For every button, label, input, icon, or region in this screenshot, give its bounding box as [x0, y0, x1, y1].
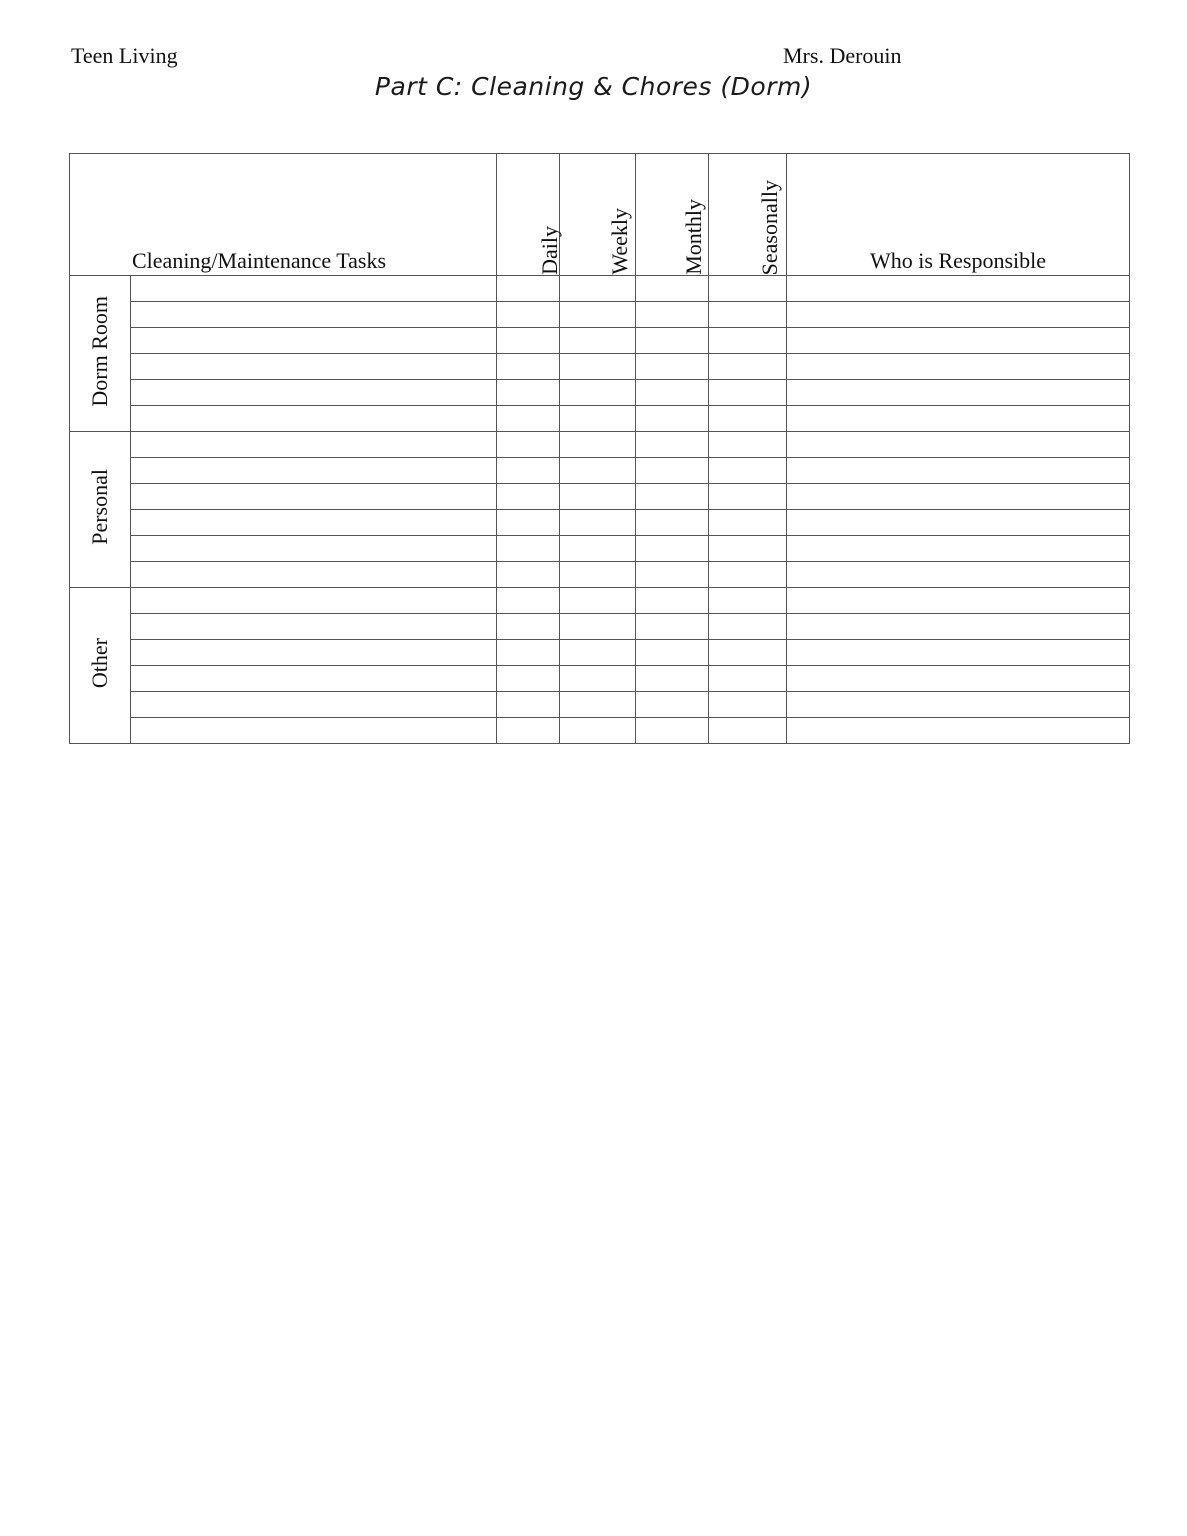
weekly-cell[interactable] — [560, 614, 636, 640]
group-label: Other — [87, 637, 112, 689]
weekly-column-label: Weekly — [606, 208, 632, 275]
responsible-column-header — [787, 154, 1130, 276]
responsible-cell[interactable] — [787, 640, 1130, 666]
monthly-cell[interactable] — [636, 510, 709, 536]
seasonally-cell[interactable] — [709, 718, 787, 744]
group-label-cell — [70, 276, 131, 432]
monthly-column-header — [636, 154, 709, 276]
page-title: Part C: Cleaning & Chores (Dorm) — [374, 72, 813, 101]
responsible-cell[interactable] — [787, 354, 1130, 380]
daily-cell[interactable] — [497, 302, 560, 328]
monthly-cell[interactable] — [636, 458, 709, 484]
table-row — [70, 562, 1130, 588]
weekly-column-header — [560, 154, 636, 276]
responsible-cell[interactable] — [787, 536, 1130, 562]
monthly-cell[interactable] — [636, 588, 709, 614]
monthly-cell[interactable] — [636, 692, 709, 718]
seasonally-cell[interactable] — [709, 562, 787, 588]
responsible-cell[interactable] — [787, 302, 1130, 328]
seasonally-column-label: Seasonally — [756, 179, 782, 275]
daily-column-header — [497, 154, 560, 276]
seasonally-cell[interactable] — [709, 692, 787, 718]
course-name: Teen Living — [71, 43, 178, 68]
responsible-cell[interactable] — [787, 718, 1130, 744]
responsible-cell[interactable] — [787, 406, 1130, 432]
task-cell[interactable] — [131, 484, 497, 510]
monthly-cell[interactable] — [636, 302, 709, 328]
task-cell[interactable] — [131, 432, 497, 458]
responsible-cell[interactable] — [787, 484, 1130, 510]
table-row — [70, 302, 1130, 328]
task-cell[interactable] — [131, 562, 497, 588]
responsible-cell[interactable] — [787, 380, 1130, 406]
seasonally-cell[interactable] — [709, 484, 787, 510]
seasonally-cell[interactable] — [709, 666, 787, 692]
responsible-cell[interactable] — [787, 510, 1130, 536]
task-cell[interactable] — [131, 536, 497, 562]
responsible-cell[interactable] — [787, 562, 1130, 588]
seasonally-cell[interactable] — [709, 302, 787, 328]
monthly-cell[interactable] — [636, 432, 709, 458]
daily-cell[interactable] — [497, 276, 560, 302]
weekly-cell[interactable] — [560, 666, 636, 692]
weekly-cell[interactable] — [560, 640, 636, 666]
daily-cell[interactable] — [497, 666, 560, 692]
seasonally-cell[interactable] — [709, 354, 787, 380]
monthly-cell[interactable] — [636, 484, 709, 510]
daily-cell[interactable] — [497, 718, 560, 744]
weekly-cell[interactable] — [560, 406, 636, 432]
task-cell[interactable] — [131, 302, 497, 328]
monthly-cell[interactable] — [636, 614, 709, 640]
table-header-row — [70, 154, 1130, 276]
monthly-cell[interactable] — [636, 666, 709, 692]
weekly-cell[interactable] — [560, 510, 636, 536]
responsible-cell[interactable] — [787, 328, 1130, 354]
daily-cell[interactable] — [497, 354, 560, 380]
seasonally-cell[interactable] — [709, 510, 787, 536]
seasonally-cell[interactable] — [709, 536, 787, 562]
table-row — [70, 406, 1130, 432]
group-label-cell — [70, 588, 131, 744]
task-cell[interactable] — [131, 406, 497, 432]
table-row — [70, 276, 1130, 302]
monthly-cell[interactable] — [636, 536, 709, 562]
seasonally-cell[interactable] — [709, 588, 787, 614]
table-row — [70, 432, 1130, 458]
monthly-cell[interactable] — [636, 276, 709, 302]
daily-cell[interactable] — [497, 380, 560, 406]
table-row — [70, 510, 1130, 536]
table-row — [70, 692, 1130, 718]
daily-cell[interactable] — [497, 640, 560, 666]
weekly-cell[interactable] — [560, 562, 636, 588]
task-cell[interactable] — [131, 510, 497, 536]
task-cell[interactable] — [131, 614, 497, 640]
weekly-cell[interactable] — [560, 588, 636, 614]
responsible-cell[interactable] — [787, 588, 1130, 614]
weekly-cell[interactable] — [560, 380, 636, 406]
seasonally-cell[interactable] — [709, 458, 787, 484]
group-label: Dorm Room — [87, 295, 112, 407]
task-cell[interactable] — [131, 692, 497, 718]
weekly-cell[interactable] — [560, 718, 636, 744]
task-cell[interactable] — [131, 354, 497, 380]
task-cell[interactable] — [131, 588, 497, 614]
monthly-cell[interactable] — [636, 380, 709, 406]
responsible-cell[interactable] — [787, 458, 1130, 484]
table-row — [70, 614, 1130, 640]
task-cell[interactable] — [131, 276, 497, 302]
tasks-column-label: Cleaning/Maintenance Tasks — [132, 248, 387, 273]
table-row — [70, 718, 1130, 744]
monthly-cell[interactable] — [636, 328, 709, 354]
weekly-cell[interactable] — [560, 458, 636, 484]
table-row — [70, 666, 1130, 692]
seasonally-cell[interactable] — [709, 276, 787, 302]
group-label: Personal — [87, 469, 112, 545]
teacher-name: Mrs. Derouin — [783, 43, 902, 68]
daily-cell[interactable] — [497, 406, 560, 432]
tasks-column-header — [70, 154, 497, 276]
daily-cell[interactable] — [497, 510, 560, 536]
seasonally-cell[interactable] — [709, 432, 787, 458]
daily-cell[interactable] — [497, 458, 560, 484]
daily-cell[interactable] — [497, 432, 560, 458]
responsible-column-label: Who is Responsible — [870, 248, 1046, 273]
table-row — [70, 484, 1130, 510]
weekly-cell[interactable] — [560, 432, 636, 458]
monthly-cell[interactable] — [636, 354, 709, 380]
table-row — [70, 354, 1130, 380]
table-row — [70, 380, 1130, 406]
daily-cell[interactable] — [497, 328, 560, 354]
daily-cell[interactable] — [497, 588, 560, 614]
weekly-cell[interactable] — [560, 354, 636, 380]
table-row — [70, 458, 1130, 484]
responsible-cell[interactable] — [787, 276, 1130, 302]
responsible-cell[interactable] — [787, 614, 1130, 640]
responsible-cell[interactable] — [787, 432, 1130, 458]
weekly-cell[interactable] — [560, 276, 636, 302]
weekly-cell[interactable] — [560, 484, 636, 510]
daily-cell[interactable] — [497, 692, 560, 718]
task-cell[interactable] — [131, 458, 497, 484]
task-cell[interactable] — [131, 640, 497, 666]
daily-cell[interactable] — [497, 614, 560, 640]
monthly-cell[interactable] — [636, 406, 709, 432]
task-cell[interactable] — [131, 666, 497, 692]
weekly-cell[interactable] — [560, 328, 636, 354]
group-label-cell — [70, 432, 131, 588]
daily-cell[interactable] — [497, 484, 560, 510]
seasonally-cell[interactable] — [709, 640, 787, 666]
chores-table — [69, 153, 1130, 744]
monthly-cell[interactable] — [636, 640, 709, 666]
monthly-cell[interactable] — [636, 562, 709, 588]
weekly-cell[interactable] — [560, 302, 636, 328]
daily-cell[interactable] — [497, 536, 560, 562]
seasonally-cell[interactable] — [709, 380, 787, 406]
table-row — [70, 536, 1130, 562]
responsible-cell[interactable] — [787, 692, 1130, 718]
seasonally-cell[interactable] — [709, 614, 787, 640]
seasonally-cell[interactable] — [709, 406, 787, 432]
table-row — [70, 588, 1130, 614]
responsible-cell[interactable] — [787, 666, 1130, 692]
task-cell[interactable] — [131, 380, 497, 406]
daily-column-label: Daily — [537, 226, 562, 275]
monthly-column-label: Monthly — [681, 199, 706, 275]
weekly-cell[interactable] — [560, 692, 636, 718]
table-row — [70, 640, 1130, 666]
table-row — [70, 328, 1130, 354]
seasonally-cell[interactable] — [709, 328, 787, 354]
weekly-cell[interactable] — [560, 536, 636, 562]
daily-cell[interactable] — [497, 562, 560, 588]
seasonally-column-header — [709, 154, 787, 276]
task-cell[interactable] — [131, 718, 497, 744]
monthly-cell[interactable] — [636, 718, 709, 744]
task-cell[interactable] — [131, 328, 497, 354]
